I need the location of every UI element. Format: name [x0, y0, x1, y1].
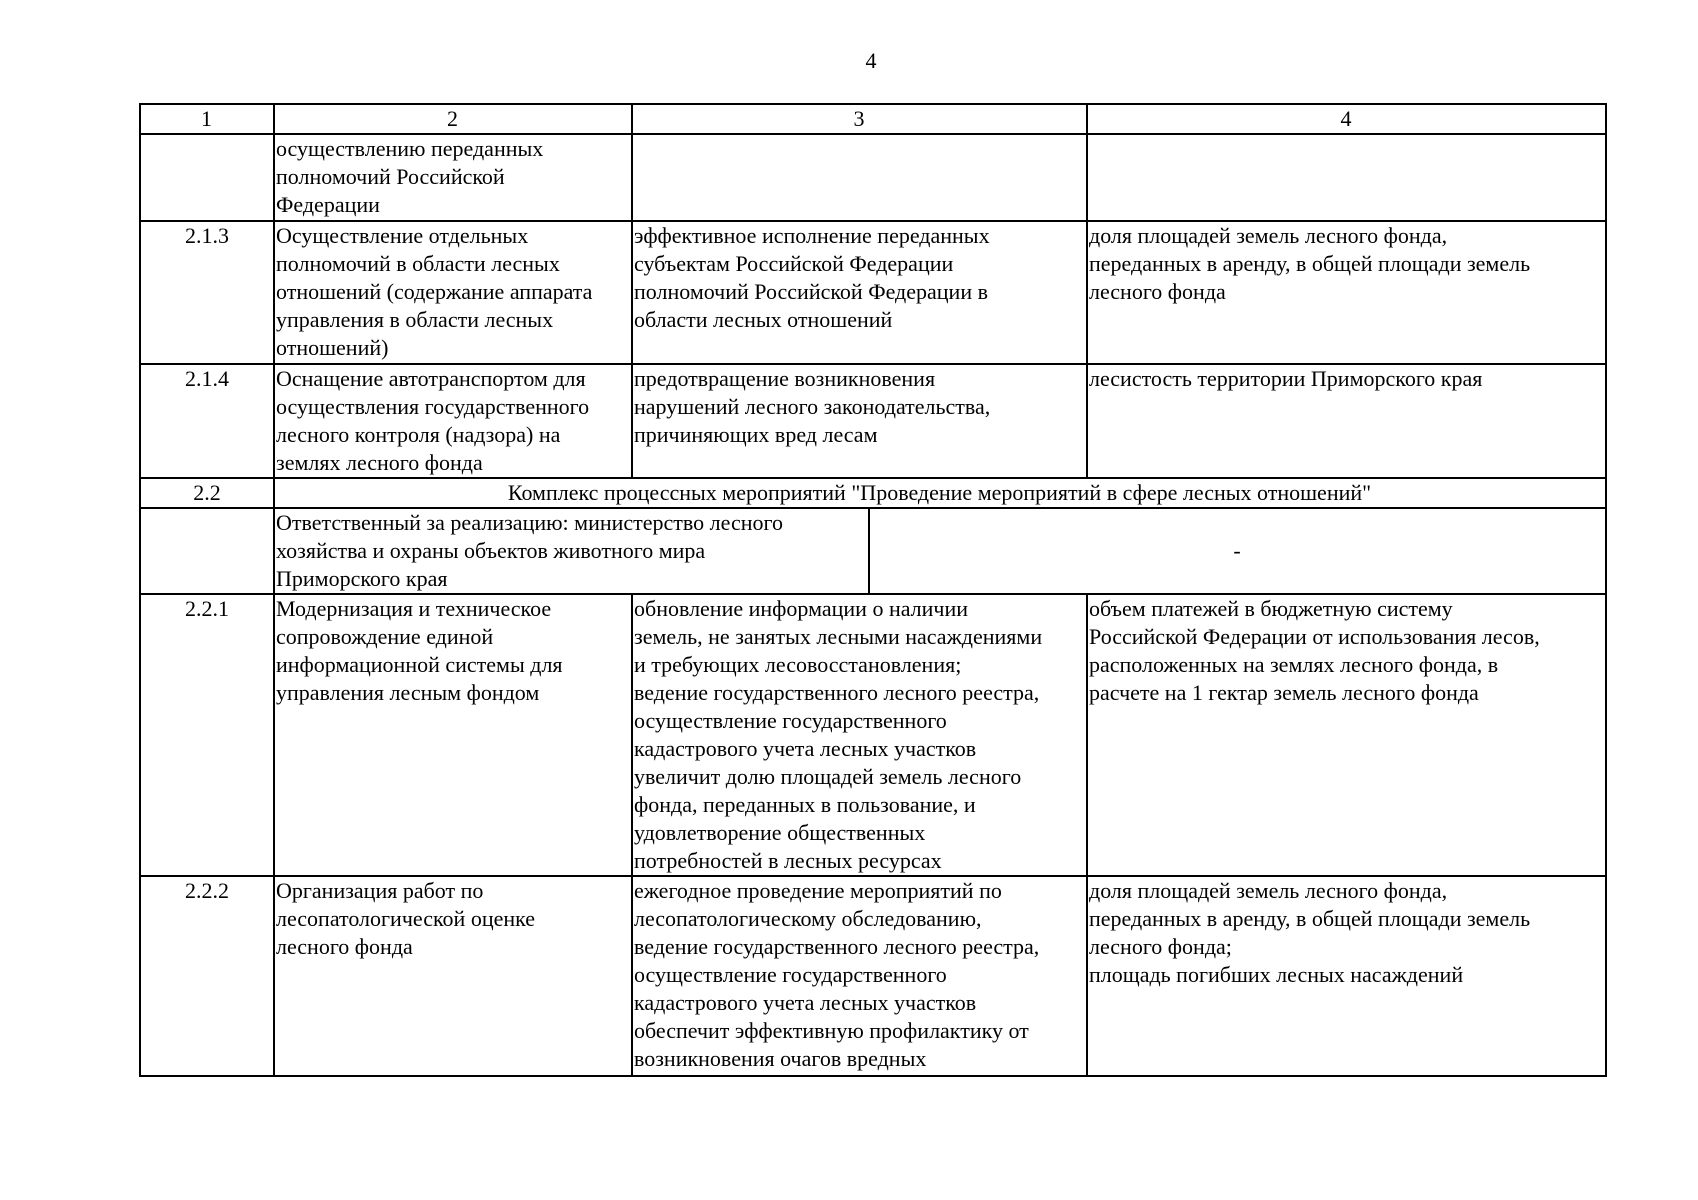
measure-name-cell: [274, 221, 632, 364]
text-line: осуществление государственного: [634, 962, 947, 987]
text-line: управления в области лесных: [276, 307, 554, 332]
table-row: [140, 594, 1606, 876]
text-line: и требующих лесовосстановления;: [634, 652, 962, 677]
indicator-cell: [1087, 364, 1606, 478]
text-line: информационной системы для: [276, 652, 563, 677]
text-line: Федерации: [276, 192, 380, 217]
text-line: ведение государственного лесного реестра,: [634, 934, 1040, 959]
measures-table: [139, 103, 1607, 1077]
text-line: доля площадей земель лесного фонда,: [1089, 223, 1448, 248]
text-line: причиняющих вред лесам: [634, 422, 878, 447]
table-row: [140, 221, 1606, 364]
text-line: Российской Федерации от использования лесов,: [1089, 624, 1540, 649]
text-line: земель, не занятых лесными насаждениями: [634, 624, 1043, 649]
text-line: хозяйства и охраны объектов животного мира: [276, 538, 706, 563]
text-line: отношений (содержание аппарата: [276, 279, 593, 304]
text-line: объем платежей в бюджетную систему: [1089, 596, 1453, 621]
row-number: 2.2.1: [140, 594, 274, 876]
text-line: отношений): [276, 335, 389, 360]
text-line: землях лесного фонда: [276, 450, 483, 475]
text-line: предотвращение возникновения: [634, 366, 936, 391]
header-cell-3: 3: [632, 104, 1087, 134]
text-line: лесного фонда: [1089, 279, 1226, 304]
header-cell-1: 1: [140, 104, 274, 134]
text-line: области лесных отношений: [634, 307, 893, 332]
text-line: лесистость территории Приморского края: [1089, 366, 1483, 391]
text-line: лесопатологической оценке: [276, 906, 536, 931]
text-line: Оснащение автотранспортом для: [276, 366, 586, 391]
text-line: полномочий Российской Федерации в: [634, 279, 988, 304]
table-row: [140, 876, 1606, 1076]
measure-name-cell: [274, 134, 632, 221]
text-line: обеспечит эффективную профилактику от: [634, 1018, 1029, 1043]
text-line: увеличит долю площадей земель лесного: [634, 764, 1022, 789]
text-line: доля площадей земель лесного фонда,: [1089, 878, 1448, 903]
text-line: эффективное исполнение переданных: [634, 223, 990, 248]
row-number: 2.2.2: [140, 876, 274, 1076]
result-cell: [632, 594, 1087, 876]
measure-name-cell: [274, 594, 632, 876]
text-line: ведение государственного лесного реестра,: [634, 680, 1040, 705]
row-number: 2.1.4: [140, 364, 274, 478]
text-line: осуществления государственного: [276, 394, 590, 419]
text-line: расположенных на землях лесного фонда, в: [1089, 652, 1499, 677]
responsible-row: [140, 508, 1606, 594]
table-row: [140, 134, 1606, 221]
text-line: лесопатологическому обследованию,: [634, 906, 982, 931]
row-number: [140, 134, 274, 221]
header-cell-4: 4: [1087, 104, 1606, 134]
indicator-cell: [1087, 134, 1606, 221]
text-line: кадастрового учета лесных участков: [634, 736, 977, 761]
table-header-row: [140, 104, 1606, 134]
text-line: осуществление государственного: [634, 708, 947, 733]
text-line: удовлетворение общественных: [634, 820, 926, 845]
text-line: полномочий Российской: [276, 164, 505, 189]
text-line: переданных в аренду, в общей площади земель: [1089, 906, 1531, 931]
section-row: [140, 478, 1606, 508]
indicator-cell: [1087, 221, 1606, 364]
text-line: Организация работ по: [276, 878, 484, 903]
text-line: Ответственный за реализацию: министерство лесного: [276, 510, 783, 535]
text-line: субъектам Российской Федерации: [634, 251, 954, 276]
text-line: Приморского края: [276, 566, 448, 591]
measure-name-cell: [274, 364, 632, 478]
text-line: расчете на 1 гектар земель лесного фонда: [1089, 680, 1479, 705]
text-line: лесного фонда;: [1089, 934, 1232, 959]
text-line: фонда, переданных в пользование, и: [634, 792, 976, 817]
measure-name-cell: [274, 876, 632, 1076]
text-line: полномочий в области лесных: [276, 251, 560, 276]
text-line: лесного контроля (надзора) на: [276, 422, 561, 447]
result-cell: [632, 221, 1087, 364]
text-line: нарушений лесного законодательства,: [634, 394, 991, 419]
text-line: сопровождение единой: [276, 624, 494, 649]
text-line: кадастрового учета лесных участков: [634, 990, 977, 1015]
text-line: лесного фонда: [276, 934, 413, 959]
text-line: обновление информации о наличии: [634, 596, 969, 621]
text-line: ежегодное проведение мероприятий по: [634, 878, 1002, 903]
text-line: осуществлению переданных: [276, 136, 544, 161]
result-cell: [632, 134, 1087, 221]
section-number: 2.2: [140, 478, 274, 508]
result-cell: [632, 876, 1087, 1076]
text-line: переданных в аренду, в общей площади земель: [1089, 251, 1531, 276]
text-line: управления лесным фондом: [276, 680, 540, 705]
page-number: 4: [865, 48, 877, 73]
empty-cell: [140, 508, 274, 594]
text-line: Модернизация и техническое: [276, 596, 552, 621]
responsible-value: -: [869, 508, 1606, 594]
section-title: Комплекс процессных мероприятий "Проведение мероприятий в сфере лесных отношений": [274, 478, 1606, 508]
text-line: потребностей в лесных ресурсах: [634, 848, 942, 873]
indicator-cell: [1087, 876, 1606, 1076]
table-row: [140, 364, 1606, 478]
result-cell: [632, 364, 1087, 478]
text-line: Осуществление отдельных: [276, 223, 529, 248]
row-number: 2.1.3: [140, 221, 274, 364]
text-line: возникновения очагов вредных: [634, 1046, 927, 1071]
responsible-cell: [274, 508, 869, 594]
header-cell-2: 2: [274, 104, 632, 134]
text-line: площадь погибших лесных насаждений: [1089, 962, 1464, 987]
indicator-cell: [1087, 594, 1606, 876]
